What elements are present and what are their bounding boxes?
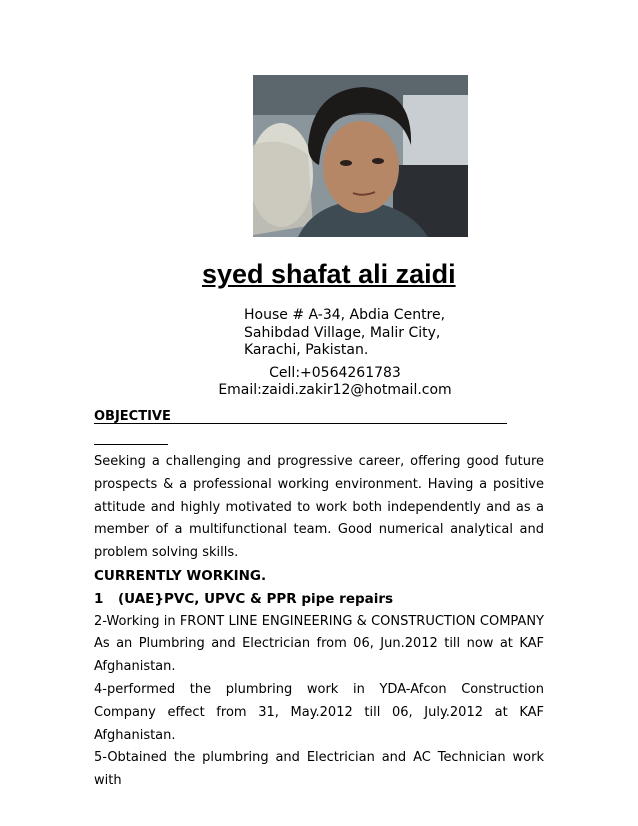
cell-phone: Cell:+0564261783 <box>269 365 401 381</box>
address-line-3: Karachi, Pakistan. <box>244 342 369 358</box>
candidate-name: syed shafat ali zaidi <box>202 259 456 289</box>
profile-photo <box>253 75 468 237</box>
objective-heading: OBJECTIVE <box>94 409 171 424</box>
email-address: Email:zaidi.zakir12@hotmail.com <box>218 382 452 398</box>
objective-rule <box>94 423 507 424</box>
current-item-1 <box>94 588 544 611</box>
current-item-5: 5-Obtained the plumbring and Electrician and AC Technician work with <box>94 750 544 789</box>
resume-body <box>94 451 544 793</box>
address-line-2: Sahibdad Village, Malir City, <box>244 325 441 341</box>
item-1-number: 1 <box>94 590 104 607</box>
current-item-2: 2-Working in FRONT LINE ENGINEERING & CONSTRUCTION COMPANY As an Plumbring and Electrician from 06, Jun.2012 till now at KAF Afghanistan. <box>94 613 544 675</box>
current-item-4: 4-performed the plumbring work in YDA-Afcon Construction Company effect from 31, May.2012 till 06, July.2012 at KAF Afghanistan. <box>94 681 544 743</box>
address-line-1: House # A-34, Abdia Centre, <box>244 307 446 323</box>
item-1-text: (UAE}PVC, UPVC & PPR pipe repairs <box>118 590 394 607</box>
objective-rule-short <box>94 444 168 445</box>
currently-working-heading: CURRENTLY WORKING. <box>94 567 267 584</box>
objective-text: Seeking a challenging and progressive career, offering good future prospects & a professional working environment. Having a positive attitude and highly motivated to work both independently and as a member of a multifunctional team. Good numerical analytical and problem solving skills. <box>94 454 544 561</box>
